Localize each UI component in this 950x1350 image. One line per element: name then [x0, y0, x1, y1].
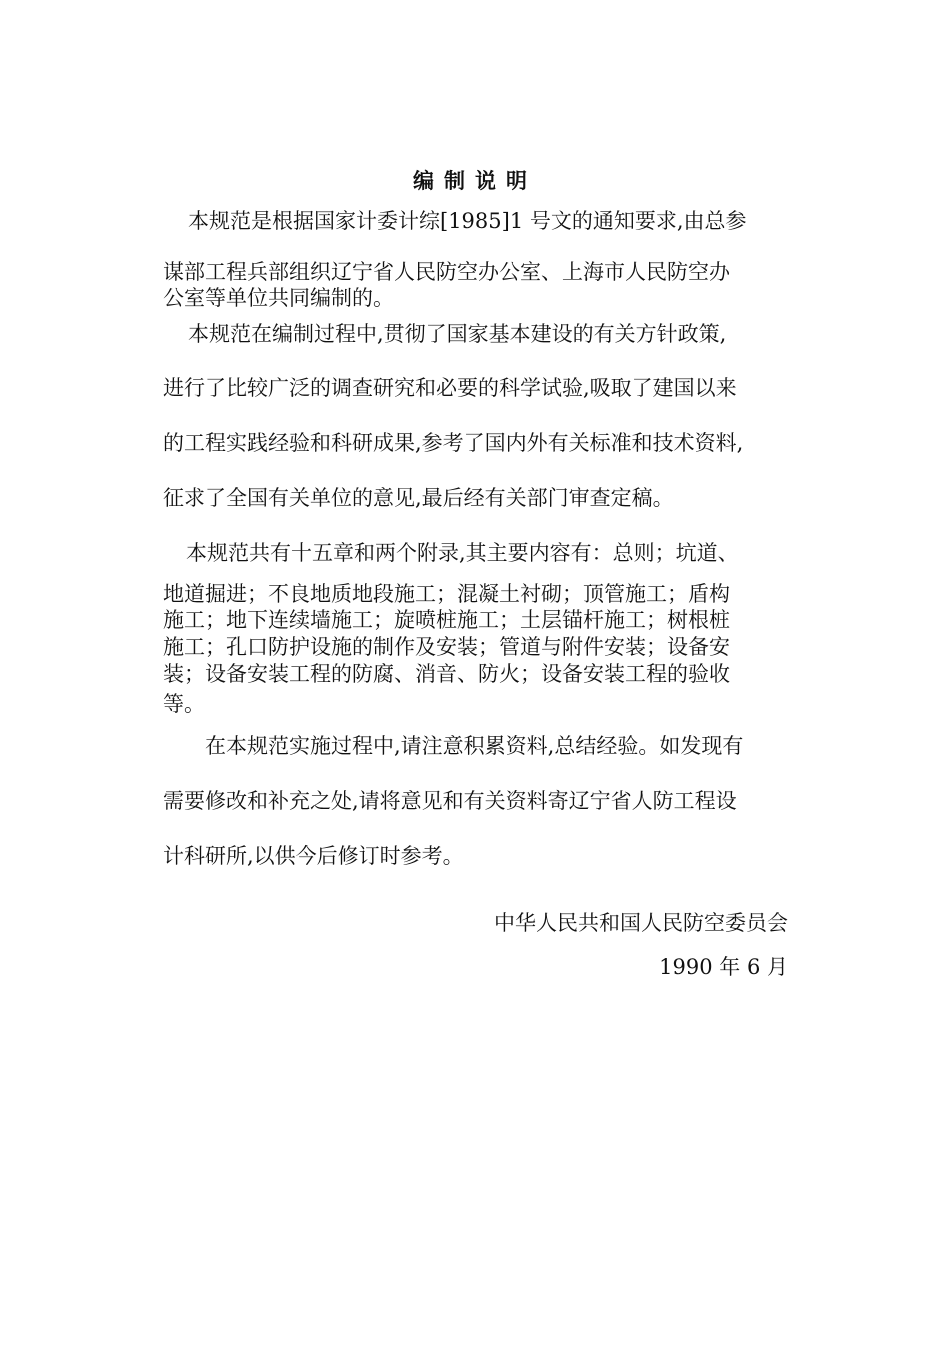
paragraph-3-line-3: 施工；地下连续墙施工；旋喷桩施工；土层锚杆施工；树根桩 [163, 608, 730, 632]
paragraph-3-line-2: 地道掘进；不良地质地段施工；混凝土衬砌；顶管施工；盾构 [163, 582, 730, 606]
paragraph-4-line-2: 需要修改和补充之处,请将意见和有关资料寄辽宁省人防工程设 [163, 789, 737, 813]
paragraph-1-line-2: 谋部工程兵部组织辽宁省人民防空办公室、上海市人民防空办 [163, 260, 730, 284]
paragraph-2-line-3: 的工程实践经验和科研成果,参考了国内外有关标准和技术资料, [163, 431, 744, 455]
paragraph-4-line-1: 在本规范实施过程中,请注意积累资料,总结经验。如发现有 [205, 734, 744, 758]
paragraph-1-line-3: 公室等单位共同编制的。 [163, 286, 394, 310]
page-title: 编制说明 [413, 169, 537, 193]
signature-organization: 中华人民共和国人民防空委员会 [494, 911, 788, 935]
paragraph-2-line-1: 本规范在编制过程中,贯彻了国家基本建设的有关方针政策, [188, 322, 727, 346]
paragraph-1-line-1: 本规范是根据国家计委计综[1985]1 号文的通知要求,由总参 [188, 209, 747, 233]
paragraph-3-line-1: 本规范共有十五章和两个附录,其主要内容有：总则；坑道、 [186, 541, 739, 565]
paragraph-3-line-5: 装；设备安装工程的防腐、消音、防火；设备安装工程的验收 [163, 662, 730, 686]
paragraph-2-line-4: 征求了全国有关单位的意见,最后经有关部门审查定稿。 [163, 486, 674, 510]
signature-date: 1990 年 6 月 [659, 955, 788, 979]
paragraph-3-line-4: 施工；孔口防护设施的制作及安装；管道与附件安装；设备安 [163, 635, 730, 659]
paragraph-3-line-6: 等。 [163, 692, 205, 716]
paragraph-2-line-2: 进行了比较广泛的调查研究和必要的科学试验,吸取了建国以来 [163, 376, 737, 400]
paragraph-4-line-3: 计科研所,以供今后修订时参考。 [163, 844, 464, 868]
